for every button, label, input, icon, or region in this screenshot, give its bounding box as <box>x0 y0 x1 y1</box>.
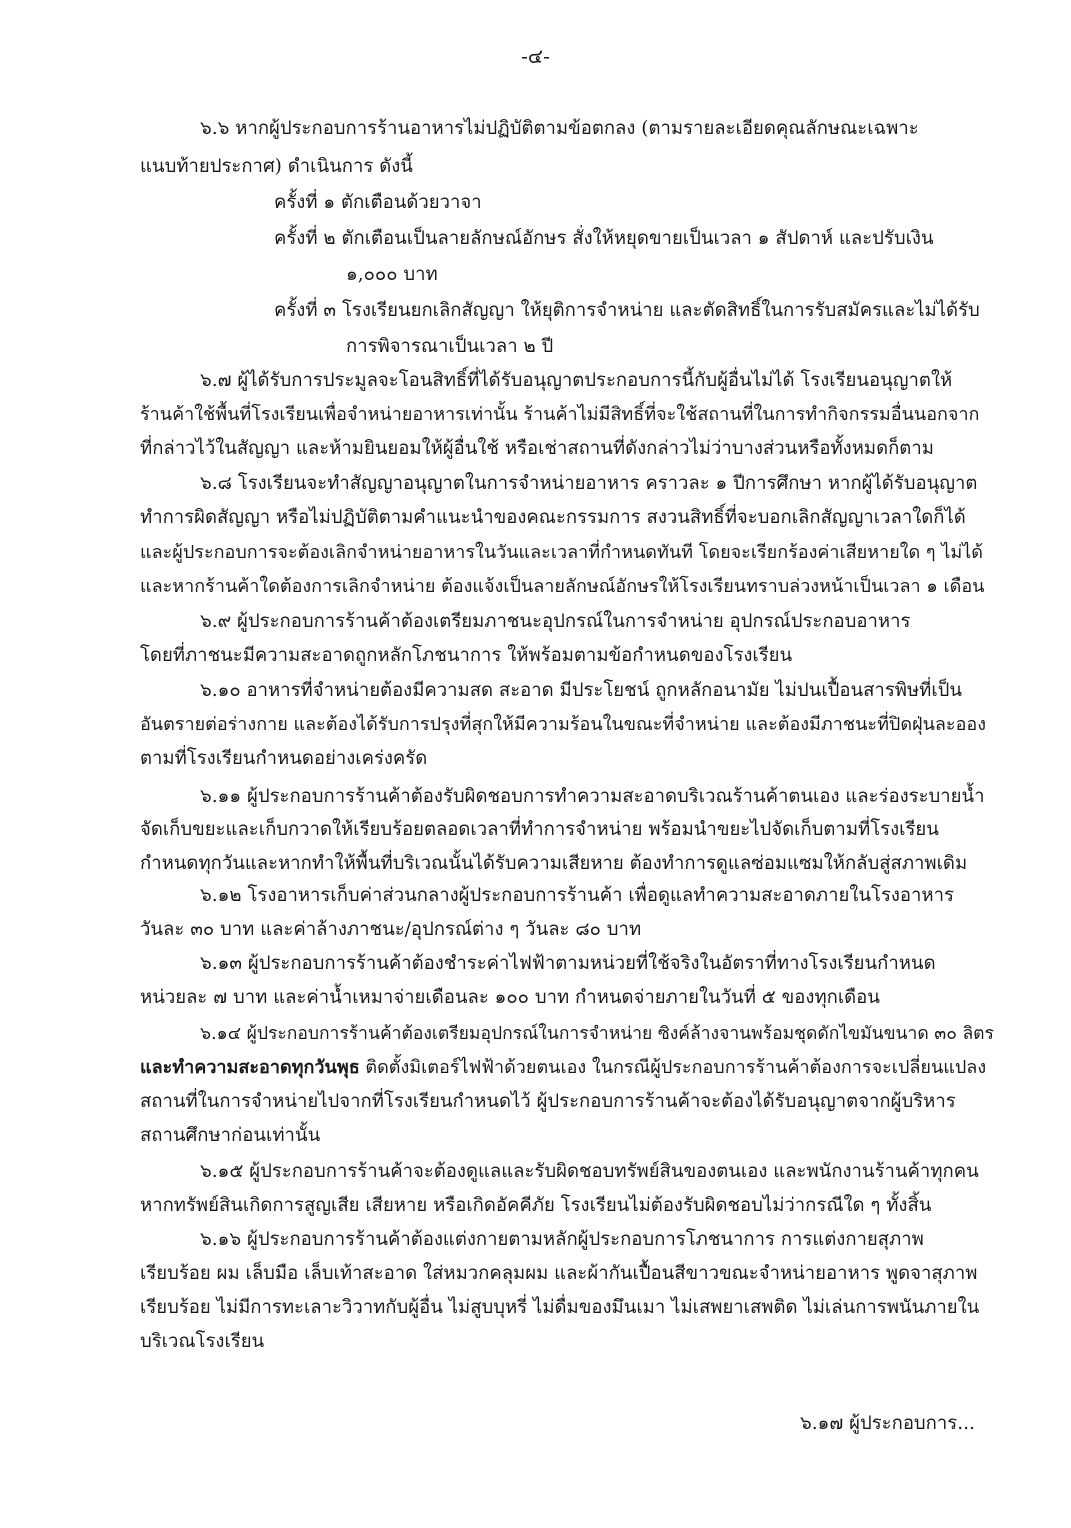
clause-6-14-bold-phrase: และทำความสะอาดทุกวันพุธ <box>140 1057 360 1078</box>
clause-6-14-line-2-rest: ติดตั้งมิเตอร์ไฟฟ้าด้วยตนเอง ในกรณีผู้ประกอบการร้านค้าต้องการจะเปลี่ยนแปลง <box>359 1057 987 1078</box>
clause-6-16-line-2: เรียบร้อย ผม เล็บมือ เล็บเท้าสะอาด ใส่หมวกคลุมผม และผ้ากันเปื้อนสีขาวขณะจำหน่ายอาหาร พูดจาสุภาพ <box>140 1263 978 1284</box>
clause-6-13-line-2: หน่วยละ ๗ บาท และค่าน้ำเหมาจ่ายเดือนละ ๑๐๐ บาท กำหนดจ่ายภายในวันที่ ๕ ของทุกเดือน <box>140 987 880 1008</box>
clause-6-9-line-2: โดยที่ภาชนะมีความสะอาดถูกหลักโภชนาการ ให้พร้อมตามข้อกำหนดของโรงเรียน <box>140 645 793 666</box>
clause-6-8-line-3: และผู้ประกอบการจะต้องเลิกจำหน่ายอาหารในวันและเวลาที่กำหนดทันที โดยจะเรียกร้องค่าเสียหายใด ๆ ไม่ได้ <box>140 542 983 563</box>
clause-6-14-line-3: สถานที่ในการจำหน่ายไปจากที่โรงเรียนกำหนดไว้ ผู้ประกอบการร้านค้าจะต้องได้รับอนุญาตจากผู้บริหาร <box>140 1091 956 1112</box>
clause-6-15-line-2: หากทรัพย์สินเกิดการสูญเสีย เสียหาย หรือเกิดอัคคีภัย โรงเรียนไม่ต้องรับผิดชอบไม่ว่ากรณีใด ๆ ทั้งสิ้น <box>140 1195 932 1216</box>
penalty-2-line-2: ๑,๐๐๐ บาท <box>346 264 438 285</box>
clause-6-12-line-1: ๖.๑๒ โรงอาหารเก็บค่าส่วนกลางผู้ประกอบการร้านค้า เพื่อดูแลทำความสะอาดภายในโรงอาหาร <box>200 885 954 906</box>
clause-6-11-line-2: จัดเก็บขยะและเก็บกวาดให้เรียบร้อยตลอดเวลาที่ทำการจำหน่าย พร้อมนำขยะไปจัดเก็บตามที่โรงเรียน <box>140 819 939 840</box>
clause-6-8-line-2: ทำการผิดสัญญา หรือไม่ปฏิบัติตามคำแนะนำของคณะกรรมการ สงวนสิทธิ์ที่จะบอกเลิกสัญญาเวลาใดก็ได้ <box>140 507 966 528</box>
penalty-3-line-2: การพิจารณาเป็นเวลา ๒ ปี <box>346 336 554 357</box>
continuation-note: ๖.๑๗ ผู้ประกอบการ... <box>800 1413 975 1434</box>
clause-6-6-line-2: แนบท้ายประกาศ) ดำเนินการ ดังนี้ <box>140 156 413 177</box>
clause-6-16-line-3: เรียบร้อย ไม่มีการทะเลาะวิวาทกับผู้อื่น ไม่สูบบุหรี่ ไม่ดื่มของมึนเมา ไม่เสพยาเสพติด ไม่เล่นการพนันภายใน <box>140 1297 980 1318</box>
penalty-2-line-1: ครั้งที่ ๒ ตักเตือนเป็นลายลักษณ์อักษร สั่งให้หยุดขายเป็นเวลา ๑ สัปดาห์ และปรับเงิน <box>274 228 934 249</box>
clause-6-8-line-4: และหากร้านค้าใดต้องการเลิกจำหน่าย ต้องแจ้งเป็นลายลักษณ์อักษรให้โรงเรียนทราบล่วงหน้าเป็นเวลา ๑ เดือน <box>140 576 985 597</box>
penalty-1: ครั้งที่ ๑ ตักเตือนด้วยวาจา <box>274 192 482 213</box>
clause-6-15-line-1: ๖.๑๕ ผู้ประกอบการร้านค้าจะต้องดูแลและรับผิดชอบทรัพย์สินของตนเอง และพนักงานร้านค้าทุกคน <box>200 1161 979 1182</box>
clause-6-11-line-3: กำหนดทุกวันและหากทำให้พื้นที่บริเวณนั้นได้รับความเสียหาย ต้องทำการดูแลซ่อมแซมให้กลับสู่สภาพเดิม <box>140 853 968 874</box>
clause-6-7-line-2: ร้านค้าใช้พื้นที่โรงเรียนเพื่อจำหน่ายอาหารเท่านั้น ร้านค้าไม่มีสิทธิ์ที่จะใช้สถานที่ในการทำกิจกรรมอื่นนอกจาก <box>140 404 980 425</box>
clause-6-9-line-1: ๖.๙ ผู้ประกอบการร้านค้าต้องเตรียมภาชนะอุปกรณ์ในการจำหน่าย อุปกรณ์ประกอบอาหาร <box>200 611 911 632</box>
clause-6-8-line-1: ๖.๘ โรงเรียนจะทำสัญญาอนุญาตในการจำหน่ายอาหาร คราวละ ๑ ปีการศึกษา หากผู้ได้รับอนุญาต <box>200 473 978 494</box>
clause-6-14-line-1: ๖.๑๔ ผู้ประกอบการร้านค้าต้องเตรียมอุปกรณ์ในการจำหน่าย ซิงค์ล้างจานพร้อมชุดดักไขมันขนาด ๓๐ ลิตร <box>200 1024 994 1044</box>
clause-6-14-line-4: สถานศึกษาก่อนเท่านั้น <box>140 1125 321 1146</box>
clause-6-10-line-3: ตามที่โรงเรียนกำหนดอย่างเคร่งครัด <box>140 748 428 769</box>
page-number: -๔- <box>521 44 550 68</box>
penalty-3-line-1: ครั้งที่ ๓ โรงเรียนยกเลิกสัญญา ให้ยุติการจำหน่าย และตัดสิทธิ์ในการรับสมัครและไม่ได้รับ <box>274 300 980 321</box>
clause-6-13-line-1: ๖.๑๓ ผู้ประกอบการร้านค้าต้องชำระค่าไฟฟ้าตามหน่วยที่ใช้จริงในอัตราที่ทางโรงเรียนกำหนด <box>200 953 936 974</box>
clause-6-12-line-2: วันละ ๓๐ บาท และค่าล้างภาชนะ/อุปกรณ์ต่าง ๆ วันละ ๘๐ บาท <box>140 919 642 940</box>
clause-6-14-line-2 <box>140 1056 986 1080</box>
clause-6-16-line-1: ๖.๑๖ ผู้ประกอบการร้านค้าต้องแต่งกายตามหลักผู้ประกอบการโภชนาการ การแต่งกายสุภาพ <box>200 1229 924 1250</box>
clause-6-11-line-1: ๖.๑๑ ผู้ประกอบการร้านค้าต้องรับผิดชอบการทำความสะอาดบริเวณร้านค้าตนเอง และร่องระบายน้ำ <box>200 786 985 807</box>
clause-6-10-line-1: ๖.๑๐ อาหารที่จำหน่ายต้องมีความสด สะอาด มีประโยชน์ ถูกหลักอนามัย ไม่ปนเปื้อนสารพิษที่เป็น <box>200 680 963 701</box>
clause-6-10-line-2: อันตรายต่อร่างกาย และต้องได้รับการปรุงที่สุกให้มีความร้อนในขณะที่จำหน่าย และต้องมีภาชนะที่ปิดฝุ่นละออง <box>140 714 987 735</box>
clause-6-7-line-3: ที่กล่าวไว้ในสัญญา และห้ามยินยอมให้ผู้อื่นใช้ หรือเช่าสถานที่ดังกล่าวไม่ว่าบางส่วนหรือทั้งหมดก็ตาม <box>140 438 934 459</box>
clause-6-16-line-4: บริเวณโรงเรียน <box>140 1331 265 1352</box>
clause-6-7-line-1: ๖.๗ ผู้ได้รับการประมูลจะโอนสิทธิ์ที่ได้รับอนุญาตประกอบการนี้กับผู้อื่นไม่ได้ โรงเรียนอนุญาตให้ <box>200 370 953 391</box>
clause-6-6-line-1: ๖.๖ หากผู้ประกอบการร้านอาหารไม่ปฏิบัติตามข้อตกลง (ตามรายละเอียดคุณลักษณะเฉพาะ <box>200 118 919 139</box>
